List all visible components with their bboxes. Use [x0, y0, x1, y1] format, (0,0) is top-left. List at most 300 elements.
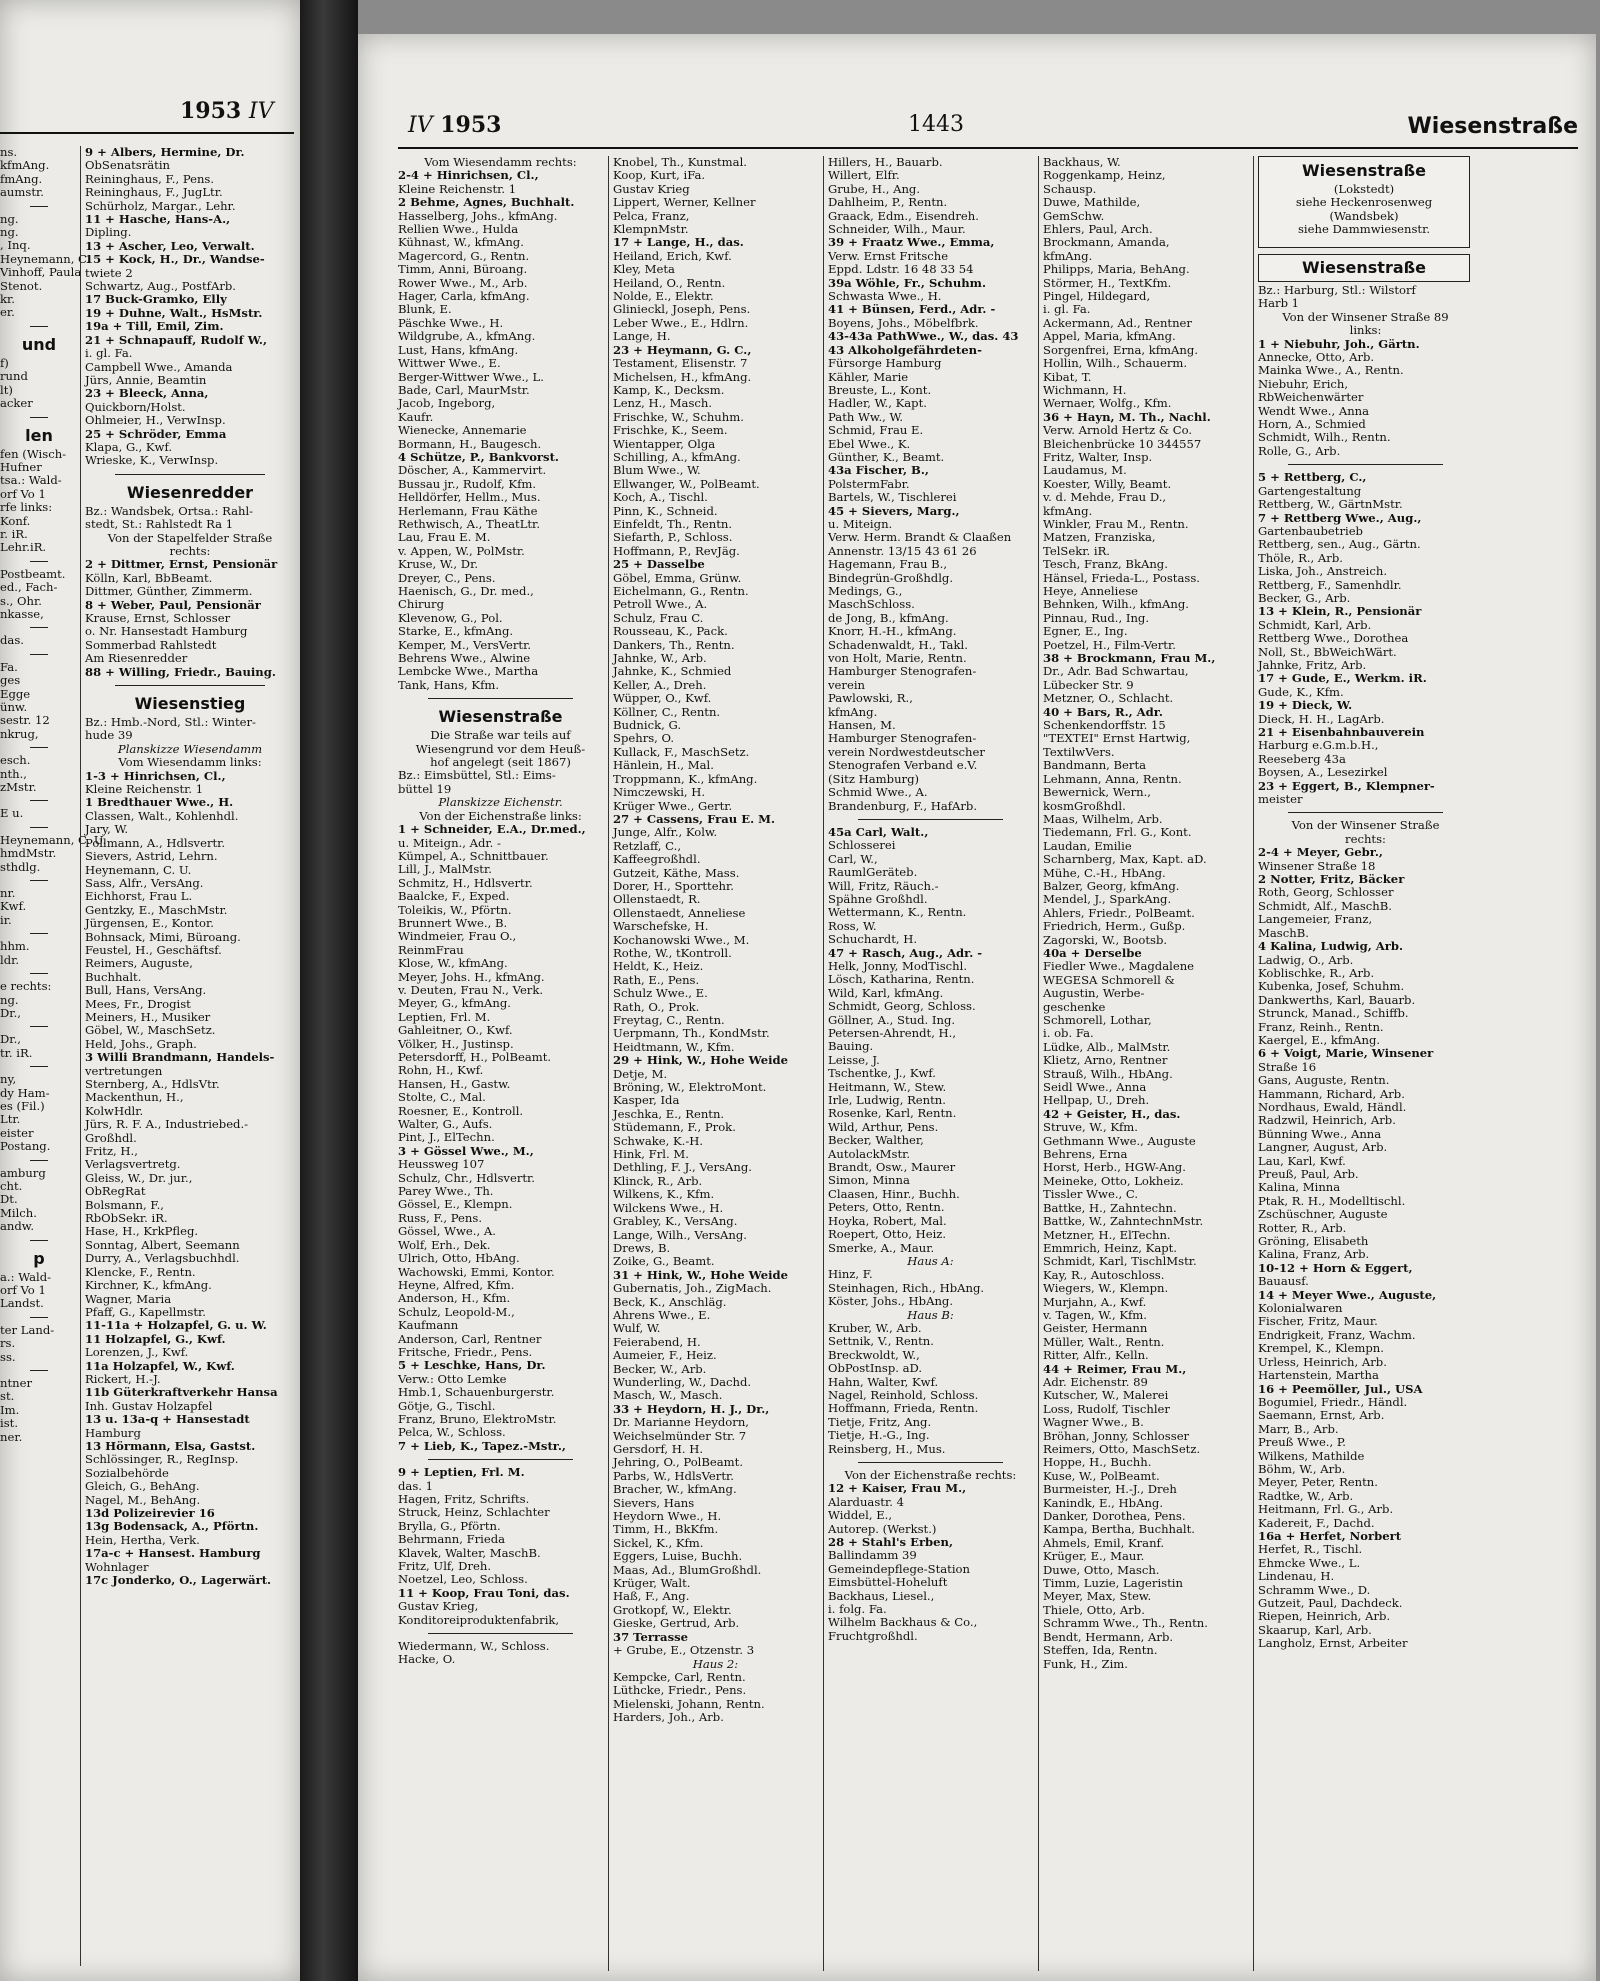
directory-entry: Gutzeit, Paul, Dachdeck.	[1258, 1596, 1403, 1610]
directory-entry: Budnick, G.	[613, 718, 682, 733]
directory-entry: Laudan, Emilie	[1043, 838, 1132, 853]
right-header-year: 1953	[440, 112, 502, 138]
directory-entry: dy Ham-	[0, 1085, 50, 1100]
directory-entry: ns.	[0, 145, 18, 159]
directory-entry: Bolsmann, F.,	[85, 1197, 164, 1212]
directory-entry: Anderson, Carl, Rentner	[398, 1331, 542, 1346]
directory-entry: Von der Winsener Straße	[1291, 818, 1440, 833]
directory-entry: Zagorski, W., Bootsb.	[1043, 932, 1168, 947]
directory-entry: Held, Johs., Graph.	[85, 1036, 197, 1051]
directory-entry: 13d Polizeirevier 16	[85, 1506, 215, 1520]
directory-entry: tsa.: Wald-	[0, 473, 62, 488]
directory-entry: Reeseberg 43a	[1258, 751, 1346, 766]
directory-entry: Skaarup, Karl, Arb.	[1258, 1622, 1372, 1637]
directory-entry: Zschüschner, Auguste	[1258, 1207, 1388, 1222]
directory-entry: Wendt Wwe., Anna	[1258, 403, 1370, 418]
directory-entry: Ladwig, O., Arb.	[1258, 952, 1354, 967]
directory-entry: zMstr.	[0, 780, 37, 795]
directory-entry: ner.	[0, 1429, 23, 1444]
directory-entry: Böhm, W., Arb.	[1258, 1461, 1346, 1476]
section-divider	[1288, 812, 1443, 813]
directory-entry: 39a Wöhle, Fr., Schuhm.	[828, 275, 986, 290]
directory-entry: Vinhoff, Paula	[0, 265, 82, 280]
directory-entry: v. Tagen, W., Kfm.	[1043, 1307, 1147, 1322]
directory-entry: 2 Notter, Fritz, Bäcker	[1258, 872, 1405, 887]
directory-entry: links:	[1349, 323, 1382, 338]
directory-entry: Wilckens Wwe., H.	[613, 1200, 724, 1215]
directory-entry: Jeschka, E., Rentn.	[613, 1106, 725, 1121]
directory-entry: orf Vo 1	[0, 486, 46, 501]
directory-entry: Sickel, K., Kfm.	[613, 1535, 704, 1550]
directory-entry: Gersdorf, H. H.	[613, 1442, 704, 1456]
section-divider	[30, 1026, 48, 1027]
directory-entry: Freytag, C., Rentn.	[613, 1013, 725, 1027]
directory-entry: rfe links:	[0, 500, 53, 515]
directory-entry: Rousseau, K., Pack.	[613, 624, 728, 639]
directory-entry: Ehlers, Paul, Arch.	[1043, 222, 1153, 237]
directory-entry: Kümpel, A., Schnittbauer.	[398, 848, 549, 863]
directory-entry: Störmer, H., TextKfm.	[1043, 275, 1172, 290]
directory-entry: Ptak, R. H., Modelltischl.	[1258, 1193, 1406, 1208]
directory-entry: Roepert, Otto, Heiz.	[828, 1227, 947, 1242]
directory-entry: (Lokstedt)	[1333, 182, 1395, 196]
directory-entry: Wettermann, K., Rentn.	[828, 905, 967, 920]
directory-entry: Schmidt, Alf., MaschB.	[1258, 898, 1392, 913]
directory-entry: Scharnberg, Max, Kapt. aD.	[1043, 852, 1207, 867]
section-divider	[30, 1240, 48, 1241]
directory-entry: Jary, W.	[85, 822, 129, 837]
directory-entry: Willert, Elfr.	[828, 168, 900, 183]
directory-entry: verein Nordwestdeutscher	[828, 744, 985, 759]
directory-entry: Weichselmünder Str. 7	[613, 1428, 747, 1443]
directory-entry: Hase, H., KrkPfleg.	[85, 1224, 199, 1239]
directory-entry: kosmGroßhdl.	[1043, 798, 1126, 813]
directory-entry: Fritz, H.,	[85, 1144, 138, 1159]
directory-entry: Kähler, Marie	[828, 369, 909, 384]
directory-entry: Schmid Wwe., A.	[828, 785, 928, 800]
directory-entry: Pingel, Hildegard,	[1043, 289, 1151, 304]
directory-entry: Wienecke, Annemarie	[398, 423, 527, 438]
directory-entry: 6 + Voigt, Marie, Winsener	[1258, 1046, 1434, 1061]
directory-entry: f)	[0, 355, 9, 370]
directory-entry: Pinn, K., Schneid.	[613, 503, 718, 518]
directory-entry: Becker, W., Arb.	[613, 1361, 707, 1376]
directory-entry: Detje, M.	[613, 1066, 668, 1081]
directory-entry: Behrens, Erna	[1043, 1147, 1128, 1162]
directory-entry: ünw.	[0, 700, 28, 714]
directory-entry: 38 + Brockmann, Frau M.,	[1043, 651, 1216, 666]
directory-entry: Schmitz, H., Hdlsvertr.	[398, 875, 533, 890]
directory-entry: Rettberg Wwe., Dorothea	[1258, 631, 1409, 646]
directory-entry: Gemeindepflege-Station	[828, 1561, 970, 1576]
directory-entry: vertretungen	[85, 1063, 163, 1078]
directory-entry: Saemann, Ernst, Arb.	[1258, 1408, 1385, 1423]
directory-entry: Heidtmann, W., Kfm.	[613, 1039, 735, 1054]
directory-entry: 21 + Schnapauff, Rudolf W.,	[85, 332, 267, 347]
directory-entry: Kaufmann	[398, 1318, 459, 1333]
directory-entry: Emmrich, Heinz, Kapt.	[1043, 1240, 1177, 1255]
directory-entry: Blum Wwe., W.	[613, 463, 701, 478]
directory-entry: Bünning Wwe., Anna	[1258, 1126, 1382, 1141]
directory-entry: Breckwoldt, W.,	[828, 1347, 920, 1362]
directory-entry: Durry, A., Verlagsbuchhdl.	[85, 1251, 240, 1266]
directory-entry: Schilling, A., kfmAng.	[613, 449, 741, 464]
section-divider	[30, 973, 48, 974]
directory-entry: das. 1	[398, 1478, 434, 1493]
directory-entry: Medings, G.,	[828, 584, 903, 598]
directory-entry: Hinz, F.	[828, 1267, 873, 1282]
directory-entry: Eppd. Ldstr. 16 48 33 54	[828, 262, 974, 277]
directory-entry: Schmidt, Karl, TischlMstr.	[1043, 1254, 1197, 1269]
directory-entry: 42 + Geister, H., das.	[1043, 1106, 1181, 1121]
directory-entry: Keller, A., Dreh.	[613, 677, 707, 692]
directory-entry: Wiegers, W., Klempn.	[1043, 1281, 1169, 1296]
directory-entry: Funk, H., Zim.	[1043, 1656, 1128, 1671]
directory-entry: Grube, H., Ang.	[828, 181, 921, 196]
directory-entry: Reimers, Auguste,	[85, 956, 193, 971]
directory-entry: Hellpap, U., Dreh.	[1043, 1093, 1150, 1108]
directory-entry: Schneider, Wilh., Maur.	[828, 222, 966, 237]
directory-entry: Am Riesenredder	[85, 651, 188, 666]
directory-entry: Schmidt, Karl, Arb.	[1258, 617, 1372, 632]
directory-entry: Dr. Marianne Heydorn,	[613, 1415, 749, 1430]
directory-entry: Noll, St., BbWeichWärt.	[1258, 644, 1397, 659]
directory-entry: Danker, Dorothea, Pens.	[1043, 1509, 1186, 1524]
directory-entry: 23 + Heymann, G. C.,	[613, 342, 752, 357]
directory-entry: Kutscher, W., Malerei	[1043, 1388, 1169, 1403]
directory-entry: Hänsel, Frieda-L., Postass.	[1043, 570, 1200, 585]
page-number: 1443	[908, 112, 964, 137]
directory-entry: 11 + Koop, Frau Toni, das.	[398, 1585, 570, 1600]
directory-entry: Völker, H., Justinsp.	[398, 1036, 514, 1051]
directory-entry: Glinieckl, Joseph, Pens.	[613, 302, 751, 317]
directory-entry: Von der Eichenstraße links:	[419, 808, 582, 823]
directory-entry: Riepen, Heinrich, Arb.	[1258, 1609, 1391, 1624]
directory-entry: Russ, F., Pens.	[398, 1210, 483, 1225]
directory-entry: Brylla, G., Pförtn.	[398, 1518, 501, 1533]
directory-entry: Stüdemann, F., Prok.	[613, 1120, 736, 1135]
directory-entry: Eimsbüttel-Hoheluft	[828, 1575, 948, 1590]
directory-entry: r. iR.	[0, 526, 28, 541]
directory-entry: Bz.: Eimsbüttel, Stl.: Eims-	[398, 768, 556, 783]
directory-entry: Günther, K., Beamt.	[828, 449, 945, 464]
directory-entry: ist.	[0, 1416, 19, 1431]
directory-entry: Planskizze Eichenstr.	[438, 795, 563, 810]
directory-entry: Michelsen, H., kfmAng.	[613, 369, 752, 384]
directory-entry: Dreyer, C., Pens.	[398, 570, 496, 585]
directory-entry: Gössel, Wwe., A.	[398, 1224, 496, 1239]
directory-entry: Gethmann Wwe., Auguste	[1043, 1133, 1196, 1148]
directory-entry: Lüthcke, Friedr., Pens.	[613, 1683, 747, 1698]
directory-entry: Kaufr.	[398, 409, 434, 424]
directory-entry: Im.	[0, 1402, 20, 1417]
directory-entry: Heiland, Erich, Kwf.	[613, 248, 732, 263]
directory-entry: Wiesengrund vor dem Heuß-	[415, 741, 586, 756]
directory-entry: Schwake, K.-H.	[613, 1133, 704, 1148]
directory-entry: Fa.	[0, 659, 18, 674]
directory-entry: Feustel, H., Geschäftsf.	[85, 942, 222, 957]
directory-entry: Wilhelm Backhaus & Co.,	[828, 1615, 978, 1630]
directory-entry: 40a + Derselbe	[1043, 945, 1142, 960]
right-column-2	[613, 156, 818, 1971]
directory-entry: Adr. Eichenstr. 89	[1043, 1374, 1148, 1389]
directory-entry: Köllner, C., Rentn.	[613, 704, 721, 719]
directory-entry: Kolonialwaren	[1258, 1301, 1343, 1316]
directory-entry: Göbel, W., MaschSetz.	[85, 1023, 216, 1038]
directory-entry: RbObSekr. iR.	[85, 1211, 168, 1226]
directory-entry: Parbs, W., HdlsVertr.	[613, 1468, 734, 1483]
column-divider-4	[1253, 156, 1254, 1971]
directory-entry: Roesner, E., Kontroll.	[398, 1103, 524, 1118]
directory-entry: Parey Wwe., Th.	[398, 1184, 494, 1199]
section-divider	[428, 1459, 573, 1460]
directory-entry: Bindegrün-Großhdlg.	[828, 570, 954, 585]
section-divider	[30, 1160, 48, 1161]
directory-entry: Verw. Herm. Brandt & Claaßen	[828, 530, 1012, 545]
directory-entry: Becker, Walther,	[828, 1133, 924, 1148]
directory-entry: ObPostInsp. aD.	[828, 1361, 923, 1376]
section-divider	[30, 827, 48, 828]
directory-entry: Friedrich, Herm., Gußp.	[1043, 919, 1186, 934]
left-page	[0, 0, 300, 1981]
directory-entry: Ollenstaedt, Anneliese	[613, 905, 746, 920]
directory-entry: Fürsorge Hamburg	[828, 356, 942, 371]
directory-entry: Kadereit, F., Dachd.	[1258, 1515, 1375, 1530]
directory-entry: Gubernatis, Joh., ZigMach.	[613, 1281, 772, 1296]
directory-entry: o. Nr. Hansestadt Hamburg	[85, 624, 248, 639]
directory-entry: Ballindamm 39	[828, 1548, 917, 1563]
directory-entry: Harburg e.G.m.b.H.,	[1258, 738, 1379, 753]
directory-entry: Fischer, Fritz, Maur.	[1258, 1314, 1378, 1329]
directory-entry: Bogumiel, Friedr., Händl.	[1258, 1394, 1408, 1409]
directory-entry: Koester, Willy, Beamt.	[1043, 476, 1172, 491]
directory-entry: RbWeichenwärter	[1258, 390, 1364, 405]
directory-entry: Rettberg, sen., Aug., Gärtn.	[1258, 537, 1421, 552]
directory-entry: Widdel, E.,	[828, 1508, 893, 1523]
directory-entry: Struck, Heinz, Schlachter	[398, 1505, 550, 1520]
directory-entry: Ltr.	[0, 1112, 21, 1127]
directory-entry: Metzner, H., ElTechn.	[1043, 1227, 1171, 1242]
directory-entry: 16 + Peemöller, Jul., USA	[1258, 1381, 1423, 1396]
directory-entry: Gustav Krieg	[613, 181, 690, 196]
directory-entry: ny,	[0, 1072, 17, 1087]
directory-entry: 1 Bredthauer Wwe., H.	[85, 795, 234, 810]
directory-entry: Jacob, Ingeborg,	[398, 396, 496, 411]
directory-entry: Schürholz, Margar., Lehr.	[85, 198, 236, 213]
directory-entry: Jürgensen, E., Kontor.	[85, 916, 214, 931]
section-divider	[115, 474, 265, 475]
right-column-5	[1258, 284, 1473, 1974]
directory-entry: Ackermann, Ad., Rentner	[1043, 315, 1192, 330]
street-heading: Wiesenstraße	[438, 707, 563, 727]
directory-entry: fen (Wisch-	[0, 446, 67, 461]
directory-entry: twiete 2	[85, 265, 133, 280]
directory-entry: Verw. Ernst Fritsche	[828, 248, 949, 263]
right-column-1	[398, 156, 603, 1971]
directory-entry: 14 + Meyer Wwe., Auguste,	[1258, 1287, 1437, 1302]
directory-entry: Rower Wwe., M., Arb.	[398, 275, 528, 290]
directory-entry: Kempcke, Carl, Rentn.	[613, 1669, 746, 1684]
directory-entry: Götje, G., Tischl.	[398, 1398, 496, 1413]
directory-entry: Hamburger Stenografen-	[828, 664, 977, 679]
directory-entry: Behnken, Wilh., kfmAng.	[1043, 597, 1189, 612]
directory-entry: 13 u. 13a-q + Hansestadt	[85, 1412, 250, 1427]
directory-entry: Claasen, Hinr., Buchh.	[828, 1186, 960, 1201]
directory-entry: Schwartz, Aug., PostfArb.	[85, 279, 236, 294]
directory-entry: Heitmann, Frl. G., Arb.	[1258, 1502, 1394, 1517]
directory-entry: 13 + Ascher, Leo, Verwalt.	[85, 238, 255, 253]
directory-entry: Steffen, Ida, Rentn.	[1043, 1643, 1158, 1658]
directory-entry: sestr. 12	[0, 713, 50, 728]
directory-entry: Tietje, Fritz, Ang.	[828, 1414, 932, 1429]
directory-entry: Milch.	[0, 1205, 37, 1220]
directory-entry: Drews, B.	[613, 1240, 671, 1255]
directory-entry: Path Ww., W.	[828, 409, 904, 424]
right-column-3	[828, 156, 1033, 1971]
directory-entry: 43 Alkoholgefährdeten-	[828, 342, 982, 357]
directory-entry: Gans, Auguste, Rentn.	[1258, 1073, 1390, 1088]
section-divider	[30, 1066, 48, 1067]
directory-entry: Klose, W., kfmAng.	[398, 956, 508, 971]
directory-entry: Pinnau, Rud., Ing.	[1043, 610, 1150, 625]
directory-entry: Klevenow, G., Pol.	[398, 610, 503, 625]
directory-entry: Fruchtgroßhdl.	[828, 1628, 918, 1643]
directory-entry: Rohn, H., Kwf.	[398, 1063, 484, 1078]
directory-entry: siehe Heckenrosenweg	[1295, 195, 1433, 210]
directory-entry: Beck, K., Anschläg.	[613, 1294, 727, 1309]
directory-entry: Wagner Wwe., B.	[1043, 1415, 1144, 1430]
directory-entry: Will, Fritz, Räuch.-	[828, 878, 939, 893]
directory-entry: 45 + Sievers, Marg.,	[828, 503, 960, 518]
directory-entry: Starke, E., kfmAng.	[398, 624, 514, 639]
directory-entry: Wilkens, Mathilde	[1258, 1448, 1365, 1463]
directory-entry: Toleikis, W., Pförtn.	[398, 902, 512, 917]
directory-entry: Konditoreiproduktenfabrik,	[398, 1612, 560, 1627]
directory-entry: 9 + Leptien, Frl. M.	[398, 1465, 525, 1480]
directory-entry: rechts:	[169, 543, 211, 558]
directory-entry: Pollmann, A., Hdlsvertr.	[85, 835, 226, 850]
directory-entry: hmdMstr.	[0, 846, 57, 861]
right-page-header-left	[408, 112, 501, 138]
directory-entry: ed., Fach-	[0, 580, 58, 595]
left-column-b	[85, 146, 295, 1966]
directory-entry: Battke, W., ZahntechnMstr.	[1043, 1214, 1204, 1229]
directory-entry: ter Land-	[0, 1322, 55, 1337]
directory-entry: 13g Bodensack, A., Pförtn.	[85, 1519, 259, 1534]
left-header-volume: IV	[248, 99, 274, 124]
directory-entry: Schlosserei	[828, 838, 896, 853]
section-divider	[115, 685, 265, 686]
directory-entry: Dankers, Th., Rentn.	[613, 637, 735, 652]
directory-entry: Ahrens Wwe., E.	[613, 1307, 711, 1322]
directory-entry: Ahlers, Friedr., PolBeamt.	[1043, 905, 1195, 920]
directory-entry: Schuchardt, H.	[828, 932, 918, 947]
directory-entry: Radtke, W., Arb.	[1258, 1488, 1354, 1503]
directory-entry: kfmAng.	[0, 158, 50, 173]
directory-entry: Breuste, L., Kont.	[828, 382, 932, 397]
directory-entry: Peters, Otto, Rentn.	[828, 1200, 945, 1215]
directory-entry: Krause, Ernst, Schlosser	[85, 611, 231, 625]
directory-entry: nkasse,	[0, 606, 44, 621]
directory-entry: Wrieske, K., VerwInsp.	[85, 453, 219, 468]
directory-entry: Wientapper, Olga	[613, 436, 716, 451]
directory-entry: Schulz, Leopold-M.,	[398, 1304, 515, 1319]
directory-entry: AutolackMstr.	[828, 1146, 911, 1161]
directory-entry: Endrigkeit, Franz, Wachm.	[1258, 1327, 1416, 1342]
directory-entry: v. d. Mehde, Frau D.,	[1043, 490, 1167, 505]
directory-entry: Petersen-Ahrendt, H.,	[828, 1026, 957, 1040]
directory-entry: lt)	[0, 382, 13, 397]
directory-entry: Chirurg	[398, 597, 445, 612]
directory-entry: sthdlg.	[0, 859, 41, 874]
directory-entry: Schwasta Wwe., H.	[828, 289, 942, 304]
directory-entry: Hadler, W., Kapt.	[828, 396, 927, 411]
directory-entry: Wachowski, Emmi, Kontor.	[398, 1264, 555, 1279]
book-gutter	[300, 0, 358, 1981]
directory-entry: Troppmann, K., kfmAng.	[613, 771, 758, 786]
left-column-divider	[80, 146, 81, 1966]
directory-entry: Rothe, W., tKontroll.	[613, 945, 732, 960]
directory-entry: Lorenzen, J., Kwf.	[85, 1345, 189, 1360]
directory-entry: Mendel, J., SparkAng.	[1043, 892, 1172, 907]
directory-entry: Dr.,	[0, 1032, 21, 1047]
directory-entry: Mielenski, Johann, Rentn.	[613, 1696, 765, 1711]
directory-entry: Kley, Meta	[613, 262, 675, 277]
directory-entry: Ahmels, Emil, Kranf.	[1043, 1535, 1165, 1550]
directory-entry: Wichmann, H.	[1043, 382, 1127, 397]
directory-entry: meister	[1258, 792, 1303, 807]
directory-entry: Von der Stapelfelder Straße	[107, 530, 273, 545]
directory-entry: Wiedermann, W., Schloss.	[398, 1639, 550, 1654]
directory-entry: Bormann, H., Baugesch.	[398, 436, 542, 451]
directory-entry: Schramm Wwe., D.	[1258, 1582, 1371, 1597]
directory-entry: er.	[0, 305, 15, 320]
directory-entry: Bz.: Harburg, Stl.: Wilstorf	[1258, 283, 1416, 297]
directory-entry: Siefarth, P., Schloss.	[613, 530, 733, 545]
directory-entry: Jürs, R. F. A., Industriebed.-	[85, 1117, 249, 1132]
directory-entry: Krempel, K., Klempn.	[1258, 1341, 1384, 1356]
directory-entry: Klinck, R., Arb.	[613, 1173, 703, 1188]
directory-entry: Kochanowski Wwe., M.	[613, 932, 750, 947]
directory-entry: 17c Jonderko, O., Lagerwärt.	[85, 1573, 272, 1588]
directory-entry: Struve, W., Kfm.	[1043, 1120, 1138, 1135]
directory-entry: Tschentke, J., Kwf.	[828, 1066, 936, 1081]
directory-entry: Kalina, Minna	[1258, 1180, 1341, 1195]
directory-entry: Gleich, G., BehAng.	[85, 1479, 200, 1494]
directory-entry: ges	[0, 673, 21, 688]
directory-entry: von Holt, Marie, Rentn.	[828, 651, 967, 666]
section-divider	[30, 880, 48, 881]
directory-entry: Bade, Carl, MaurMstr.	[398, 382, 530, 397]
directory-entry: Kanindk, E., HbAng.	[1043, 1495, 1164, 1510]
directory-entry: Kaffeegroßhdl.	[613, 852, 701, 867]
directory-entry: Krüger, Walt.	[613, 1576, 691, 1591]
directory-entry: Schulz, Chr., Hdlsvertr.	[398, 1170, 535, 1185]
directory-entry: Hoyka, Robert, Mal.	[828, 1213, 947, 1228]
directory-entry: Noetzel, Leo, Schloss.	[398, 1572, 528, 1587]
directory-entry: Burmeister, H.-J., Dreh	[1043, 1482, 1177, 1497]
running-head: Wiesenstraße	[1407, 114, 1578, 139]
directory-entry: Jürs, Annie, Beamtin	[85, 372, 207, 387]
section-divider	[858, 819, 1003, 820]
directory-entry: 13 + Klein, R., Pensionär	[1258, 604, 1422, 619]
directory-entry: , Inq.	[0, 238, 31, 253]
directory-entry: Lenz, H., Masch.	[613, 396, 713, 411]
directory-entry: Sternberg, A., HdlsVtr.	[85, 1077, 220, 1091]
directory-entry: Heynemann, C. U.	[85, 862, 192, 877]
directory-entry: 31 + Hink, W., Hohe Weide	[613, 1267, 789, 1282]
directory-entry: Leptien, Frl. M.	[398, 1009, 491, 1024]
